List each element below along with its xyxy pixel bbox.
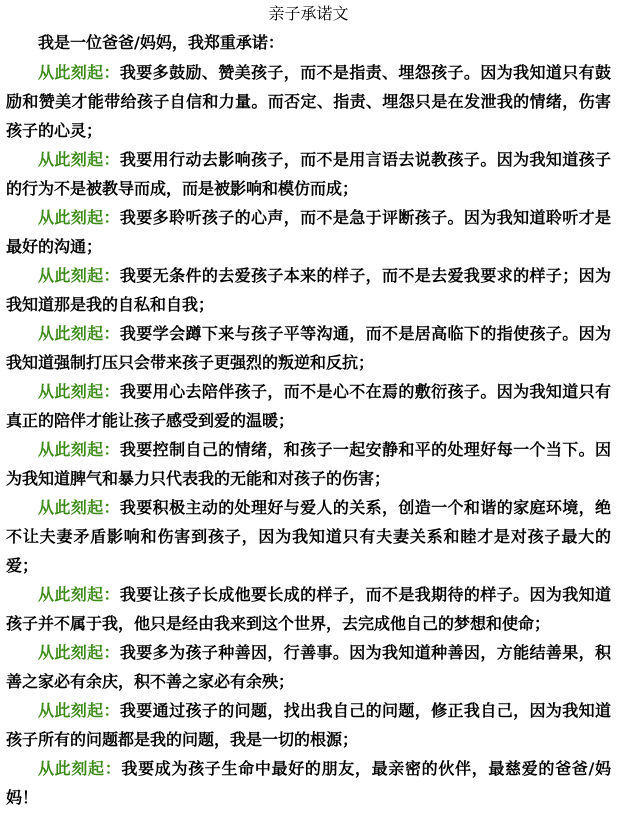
promise-paragraph xyxy=(6,638,611,696)
promise-lead: 从此刻起： xyxy=(38,266,120,285)
promise-paragraph xyxy=(6,754,611,812)
promise-text: 我要通过孩子的问题，找出我自己的问题，修正我自己，因为我知道孩子所有的问题都是我的问题，我是一切的根源； xyxy=(6,701,611,749)
promise-text: 我要多鼓励、赞美孩子，而不是指责、埋怨孩子。因为我知道只有鼓励和赞美才能带给孩子自信和力量。而否定、指责、埋怨只是在发泄我的情绪，伤害孩子的心灵； xyxy=(6,63,611,140)
promise-text: 我要用行动去影响孩子，而不是用言语去说教孩子。因为我知道孩子的行为不是被教导而成，而是被影响和模仿而成； xyxy=(6,150,611,198)
promise-text: 我要多为孩子种善因，行善事。因为我知道种善因，方能结善果，积善之家必有余庆，积不善之家必有余殃； xyxy=(6,643,611,691)
promise-lead: 从此刻起： xyxy=(38,585,120,604)
promise-paragraph xyxy=(6,493,611,580)
intro-line: 我是一位爸爸/妈妈，我郑重承诺： xyxy=(38,33,284,52)
promise-text: 我要多聆听孩子的心声，而不是急于评断孩子。因为我知道聆听才是最好的沟通； xyxy=(6,208,611,256)
promise-lead: 从此刻起： xyxy=(38,498,120,517)
promise-lead: 从此刻起： xyxy=(38,208,120,227)
promise-paragraph xyxy=(6,145,611,203)
promise-text: 我要无条件的去爱孩子本来的样子，而不是去爱我要求的样子；因为我知道那是我的自私和自我； xyxy=(6,266,611,314)
promise-paragraph xyxy=(6,319,611,377)
promise-lead: 从此刻起： xyxy=(38,440,120,459)
promise-paragraph xyxy=(6,435,611,493)
promise-text: 我要让孩子长成他要长成的样子，而不是我期待的样子。因为我知道孩子并不属于我，他只是经由我来到这个世界，去完成他自己的梦想和使命； xyxy=(6,585,611,633)
promise-paragraph xyxy=(6,696,611,754)
promise-text: 我要积极主动的处理好与爱人的关系，创造一个和谐的家庭环境，绝不让夫妻矛盾影响和伤害到孩子，因为我知道只有夫妻关系和睦才是对孩子最大的爱； xyxy=(6,498,611,575)
promise-lead: 从此刻起： xyxy=(38,63,120,82)
promise-paragraph xyxy=(6,377,611,435)
promise-lead: 从此刻起： xyxy=(38,324,120,343)
promise-text: 我要控制自己的情绪，和孩子一起安静和平的处理好每一个当下。因为我知道脾气和暴力只代表我的无能和对孩子的伤害； xyxy=(6,440,611,488)
promise-text: 我要用心去陪伴孩子，而不是心不在焉的敷衍孩子。因为我知道只有真正的陪伴才能让孩子感受到爱的温暖； xyxy=(6,382,611,430)
promise-text: 我要成为孩子生命中最好的朋友，最亲密的伙伴，最慈爱的爸爸/妈妈！ xyxy=(6,759,611,807)
promise-paragraph xyxy=(6,261,611,319)
promise-lead: 从此刻起： xyxy=(38,150,120,169)
document-title: 亲子承诺文 xyxy=(268,4,349,23)
promise-lead: 从此刻起： xyxy=(38,701,120,720)
promise-lead: 从此刻起： xyxy=(38,643,120,662)
promise-paragraph xyxy=(6,580,611,638)
promise-lead: 从此刻起： xyxy=(38,759,122,778)
promise-lead: 从此刻起： xyxy=(38,382,120,401)
promise-text: 我要学会蹲下来与孩子平等沟通，而不是居高临下的指使孩子。因为我知道强制打压只会带来孩子更强烈的叛逆和反抗； xyxy=(6,324,611,372)
promise-paragraph xyxy=(6,58,611,145)
promise-paragraph xyxy=(6,203,611,261)
